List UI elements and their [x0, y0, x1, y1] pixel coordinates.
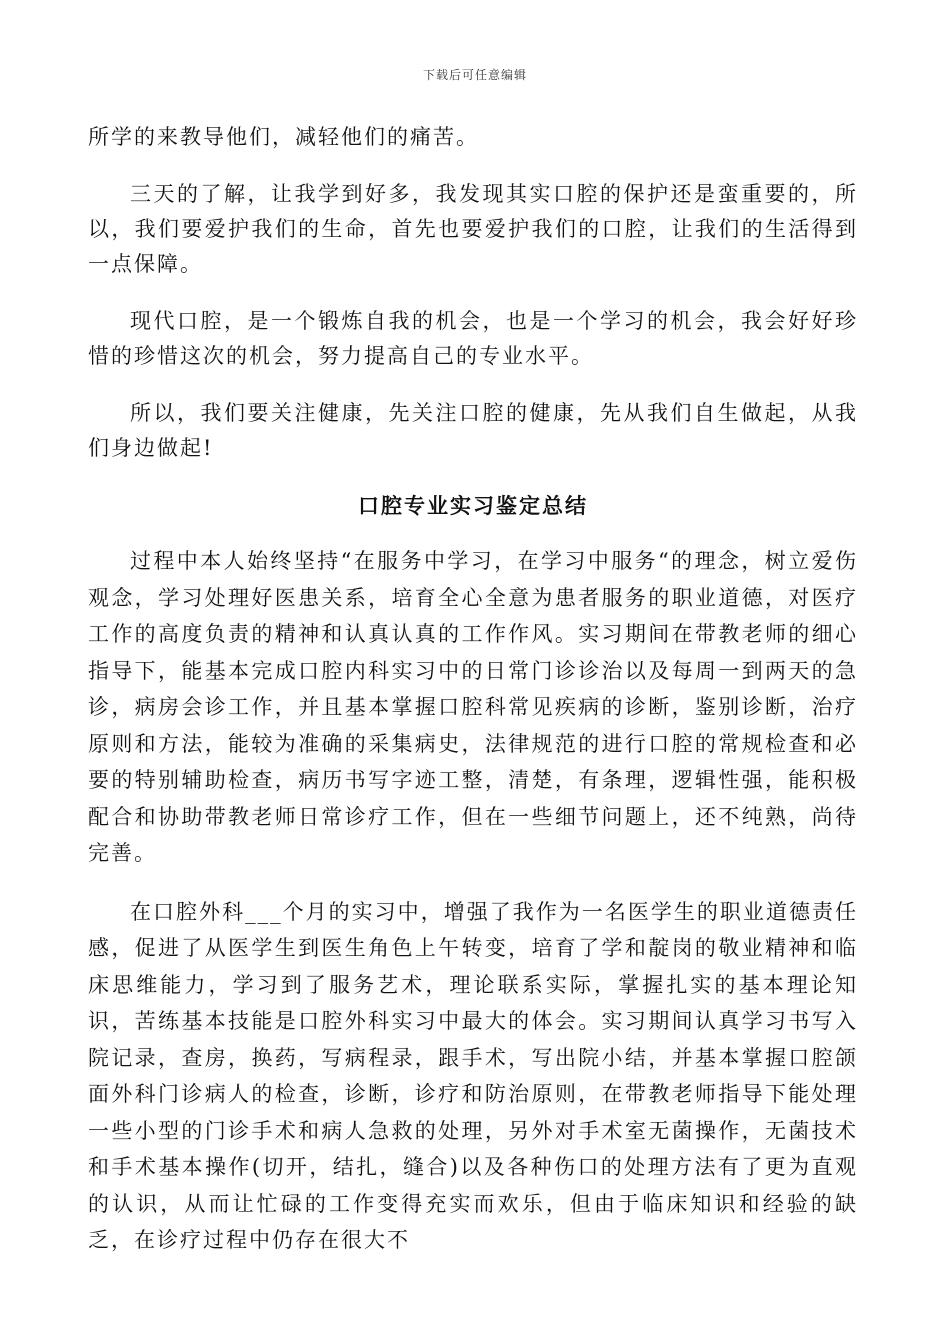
paragraph: 现代口腔，是一个锻炼自我的机会，也是一个学习的机会，我会好好珍惜的珍惜这次的机会，努力提高自己的专业水平。 [88, 309, 858, 368]
paragraph: 过程中本人始终坚持“在服务中学习，在学习中服务“的理念，树立爱伤观念，学习处理好医患关系，培育全心全意为患者服务的职业道德，对医疗工作的高度负责的精神和认真认真的工作作风。实习期间在带教老师的细心指导下，能基本完成口腔内科实习中的日常门诊诊治以及每周一到两天的急诊，病房会诊工作，并且基本掌握口腔科常见疾病的诊断，鉴别诊断，治疗原则和方法，能较为准确的采集病史，法律规范的进行口腔的常规检查和必要的特别辅助检查，病历书写字迹工整，清楚，有条理，逻辑性强，能积极配合和协助带教老师日常诊疗工作，但在一些细节问题上，还不纯熟，尚待完善。 [88, 549, 858, 865]
section-title: 口腔专业实习鉴定总结 [358, 493, 588, 518]
page-header: 下载后可任意编辑 [422, 68, 527, 82]
paragraph: 三天的了解，让我学到好多，我发现其实口腔的保护还是蛮重要的，所以，我们要爱护我们的生命，首先也要爱护我们的口腔，让我们的生活得到一点保障。 [88, 182, 858, 276]
paragraph: 所以，我们要关注健康，先关注口腔的健康，先从我们自生做起，从我们身边做起! [88, 401, 858, 460]
document-body [88, 120, 858, 1281]
paragraph-continuation: 所学的来教导他们，减轻他们的痛苦。 [88, 125, 479, 149]
paragraph: 在口腔外科___个月的实习中，增强了我作为一名医学生的职业道德责任感，促进了从医学生到医生角色上午转变，培育了学和靛岗的敬业精神和临床思维能力，学习到了服务艺术，理论联系实际，掌握扎实的基本理论知识，苦练基本技能是口腔外科实习中最大的体会。实习期间认真学习书写入院记录，查房，换药，写病程录，跟手术，写出院小结，并基本掌握口腔颌面外科门诊病人的检查，诊断，诊疗和防治原则，在带教老师指导下能处理一些小型的门诊手术和病人急救的处理，另外对手术室无菌操作，无菌技术和手术基本操作(切开，结扎，缝合)以及各种伤口的处理方法有了更为直观的认识，从而让忙碌的工作变得充实而欢乐，但由于临床知识和经验的缺乏，在诊疗过程中仍存在很大不 [88, 899, 858, 1252]
